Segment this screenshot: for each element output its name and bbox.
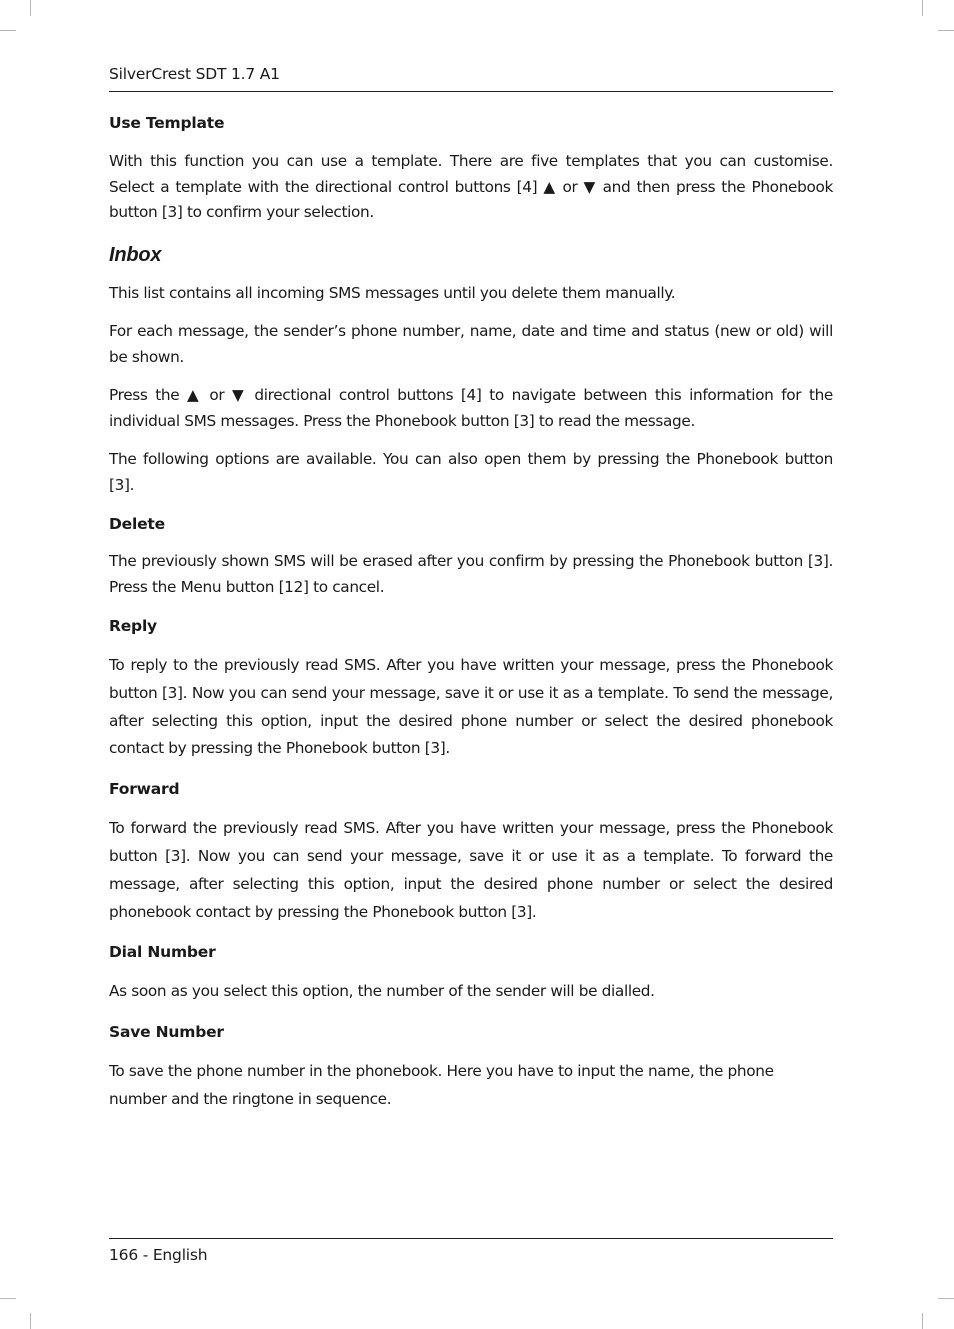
heading-use-template: Use Template bbox=[109, 114, 225, 132]
crop-mark bbox=[922, 1313, 923, 1329]
use-template-text: With this function you can use a template. There are five templates that you can customise. Select a template with the directional control buttons [4] ▲ or ▼ and then press the Phonebook button [3] to confirm your selection. bbox=[109, 152, 833, 221]
crop-mark bbox=[938, 1298, 954, 1299]
heading-save-number: Save Number bbox=[109, 1023, 224, 1042]
heading-dial-number: Dial Number bbox=[109, 943, 216, 962]
crop-mark bbox=[0, 1298, 16, 1299]
inbox-paragraph-2: For each message, the sender’s phone number, name, date and time and status (new or old) will be shown. bbox=[109, 322, 833, 366]
crop-mark bbox=[922, 0, 923, 16]
crop-mark bbox=[0, 30, 16, 31]
crop-mark bbox=[30, 0, 31, 16]
save-number-text: To save the phone number in the phonebook. Here you have to input the name, the phone number and the ringtone in sequence. bbox=[109, 1062, 774, 1108]
page-footer bbox=[109, 1238, 833, 1267]
inbox-paragraph-3: Press the ▲ or ▼ directional control buttons [4] to navigate between this information for the individual SMS messages. Press the Phonebook button [3] to read the message. bbox=[109, 386, 833, 430]
page-number-label: 166 - English bbox=[109, 1246, 208, 1264]
dial-number-text: As soon as you select this option, the number of the sender will be dialled. bbox=[109, 982, 655, 1001]
delete-text: The previously shown SMS will be erased after you confirm by pressing the Phonebook button [3]. Press the Menu button [12] to cancel. bbox=[109, 552, 833, 596]
inbox-paragraph-1: This list contains all incoming SMS messages until you delete them manually. bbox=[109, 283, 676, 302]
heading-forward: Forward bbox=[109, 780, 180, 799]
heading-reply: Reply bbox=[109, 617, 157, 635]
crop-mark bbox=[938, 30, 954, 31]
page-header bbox=[109, 62, 833, 92]
document-title: SilverCrest SDT 1.7 A1 bbox=[109, 65, 280, 83]
inbox-paragraph-4: The following options are available. You can also open them by pressing the Phonebook button [3]. bbox=[109, 450, 833, 494]
page-content bbox=[109, 111, 833, 1114]
forward-text: To forward the previously read SMS. After you have written your message, press the Phonebook button [3]. Now you can send your message, save it or use it as a template. To forward the message, after selecting this option, input the desired phone number or select the desired phonebook contact by pressing the Phonebook button [3]. bbox=[109, 819, 833, 921]
crop-mark bbox=[30, 1313, 31, 1329]
heading-inbox: Inbox bbox=[109, 243, 162, 266]
heading-delete: Delete bbox=[109, 515, 165, 533]
reply-text: To reply to the previously read SMS. After you have written your message, press the Phonebook button [3]. Now you can send your message, save it or use it as a template. To send the message, after selecting this option, input the desired phone number or select the desired phonebook contact by pressing the Phonebook button [3]. bbox=[109, 656, 833, 758]
